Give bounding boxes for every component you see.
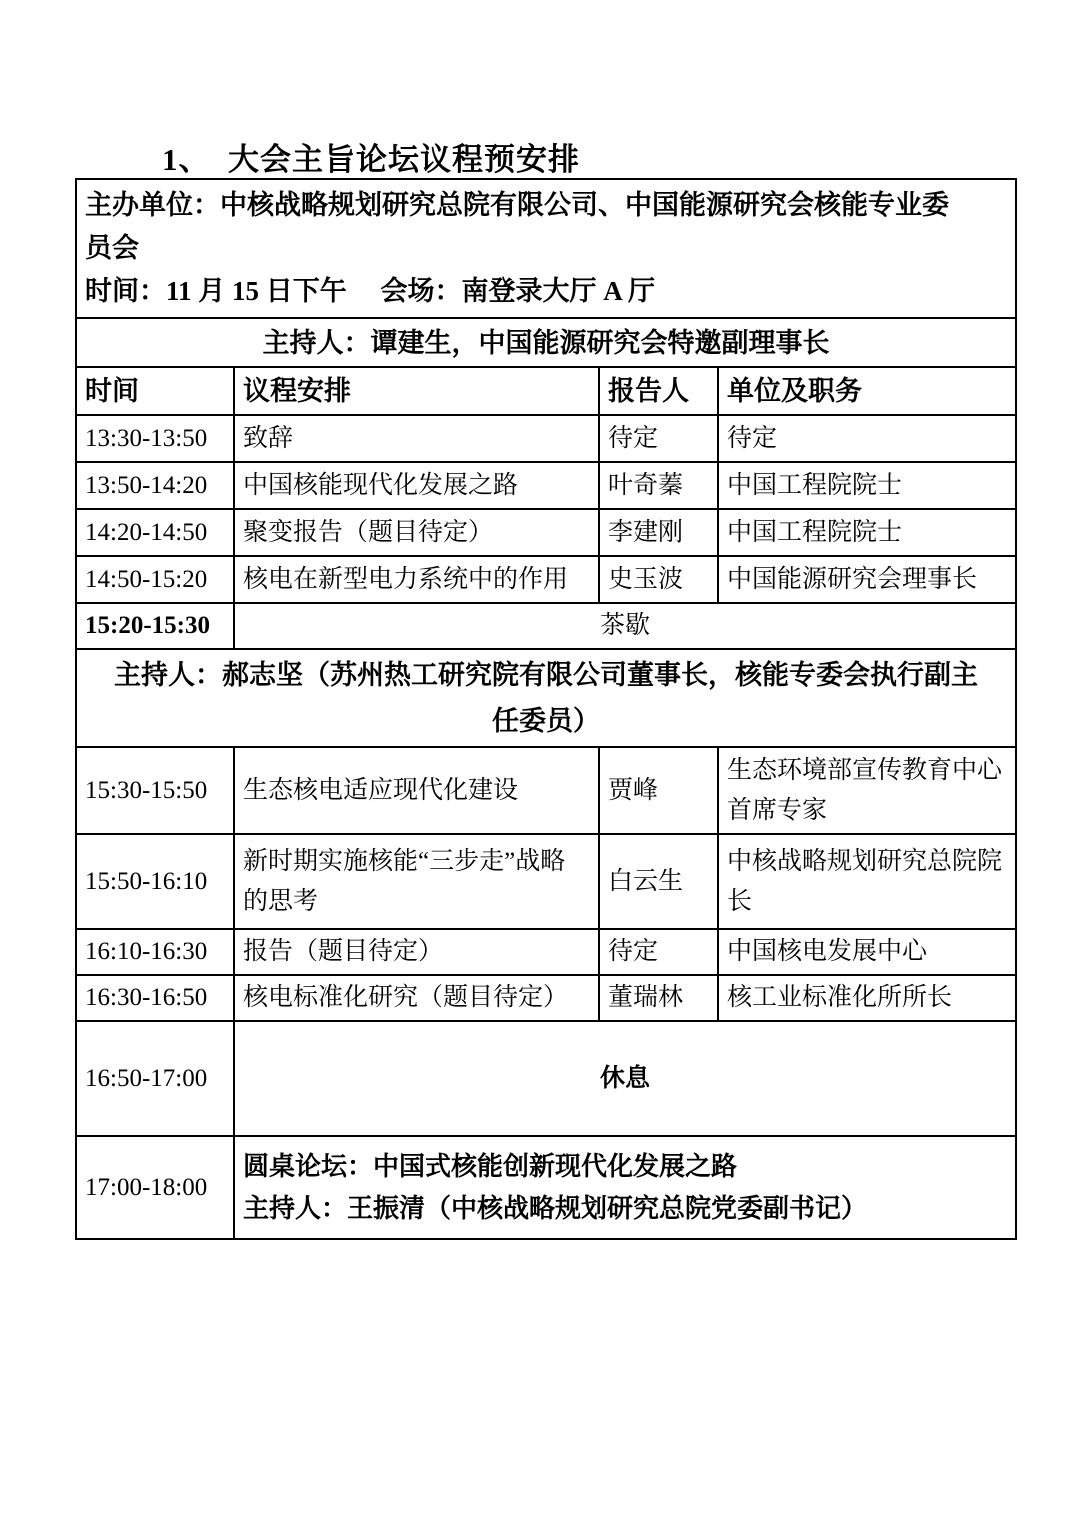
speaker-cell: 叶奇蓁: [599, 462, 718, 509]
table-row: [76, 556, 1016, 603]
speaker-cell: 李建刚: [599, 509, 718, 556]
table-row: [76, 834, 1016, 929]
page-title: 1、 大会主旨论坛议程预安排: [162, 142, 580, 177]
time-cell: 16:50-17:00: [76, 1021, 234, 1136]
info-cell: [76, 179, 1016, 318]
break-label: 茶歇: [234, 603, 1016, 649]
header-topic: 议程安排: [234, 367, 599, 415]
time-cell: 15:30-15:50: [76, 747, 234, 834]
table-row-moderator1: [76, 318, 1016, 367]
roundtable-title-line: 圆桌论坛：中国式核能创新现代化发展之路: [243, 1151, 738, 1181]
time-cell: 16:30-16:50: [76, 975, 234, 1021]
topic-cell: 生态核电适应现代化建设: [234, 747, 599, 834]
time-cell: 17:00-18:00: [76, 1136, 234, 1239]
table-row-rest-break: [76, 1021, 1016, 1136]
org-cell: 中国能源研究会理事长: [718, 556, 1016, 603]
time-cell: 16:10-16:30: [76, 929, 234, 975]
table-row-roundtable: [76, 1136, 1016, 1239]
speaker-cell: 白云生: [599, 834, 718, 929]
table-row-tea-break: [76, 603, 1016, 649]
table-row: [76, 929, 1016, 975]
topic-cell: 致辞: [234, 415, 599, 462]
topic-cell: 中国核能现代化发展之路: [234, 462, 599, 509]
roundtable-cell: [234, 1136, 1016, 1239]
host-org-line: 主办单位：中核战略规划研究总院有限公司、中国能源研究会核能专业委员会: [85, 190, 949, 263]
org-cell: 待定: [718, 415, 1016, 462]
org-cell: 中国核电发展中心: [718, 929, 1016, 975]
time-cell: 13:30-13:50: [76, 415, 234, 462]
time-cell: 14:50-15:20: [76, 556, 234, 603]
agenda-table: [75, 178, 1017, 1240]
topic-cell: 核电在新型电力系统中的作用: [234, 556, 599, 603]
table-row: [76, 509, 1016, 556]
header-time: 时间: [76, 367, 234, 415]
table-row-moderator2: [76, 649, 1016, 747]
org-cell: 中国工程院院士: [718, 462, 1016, 509]
break-label: 休息: [234, 1021, 1016, 1136]
org-cell: 中国工程院院士: [718, 509, 1016, 556]
time-cell: 14:20-14:50: [76, 509, 234, 556]
roundtable-moderator-line: 主持人：王振清（中核战略规划研究总院党委副书记）: [243, 1193, 868, 1223]
speaker-cell: 董瑞林: [599, 975, 718, 1021]
table-row: [76, 415, 1016, 462]
speaker-cell: 贾峰: [599, 747, 718, 834]
org-cell: 生态环境部宣传教育中心首席专家: [718, 747, 1016, 834]
speaker-cell: 待定: [599, 415, 718, 462]
moderator1-cell: 主持人：谭建生，中国能源研究会特邀副理事长: [76, 318, 1016, 367]
table-header-row: [76, 367, 1016, 415]
table-row: [76, 747, 1016, 834]
time-cell: 15:20-15:30: [76, 603, 234, 649]
header-org: 单位及职务: [718, 367, 1016, 415]
org-cell: 中核战略规划研究总院院长: [718, 834, 1016, 929]
table-row: [76, 462, 1016, 509]
time-venue-line: 时间：11 月 15 日下午 会场：南登录大厅 A 厅: [85, 276, 656, 306]
speaker-cell: 史玉波: [599, 556, 718, 603]
topic-cell: 新时期实施核能“三步走”战略的思考: [234, 834, 599, 929]
topic-cell: 聚变报告（题目待定）: [234, 509, 599, 556]
org-cell: 核工业标准化所所长: [718, 975, 1016, 1021]
time-cell: 15:50-16:10: [76, 834, 234, 929]
speaker-cell: 待定: [599, 929, 718, 975]
table-row: [76, 975, 1016, 1021]
table-row-info: [76, 179, 1016, 318]
time-cell: 13:50-14:20: [76, 462, 234, 509]
header-speaker: 报告人: [599, 367, 718, 415]
topic-cell: 报告（题目待定）: [234, 929, 599, 975]
moderator2-cell: 主持人：郝志坚（苏州热工研究院有限公司董事长，核能专委会执行副主任委员）: [76, 649, 1016, 747]
topic-cell: 核电标准化研究（题目待定）: [234, 975, 599, 1021]
